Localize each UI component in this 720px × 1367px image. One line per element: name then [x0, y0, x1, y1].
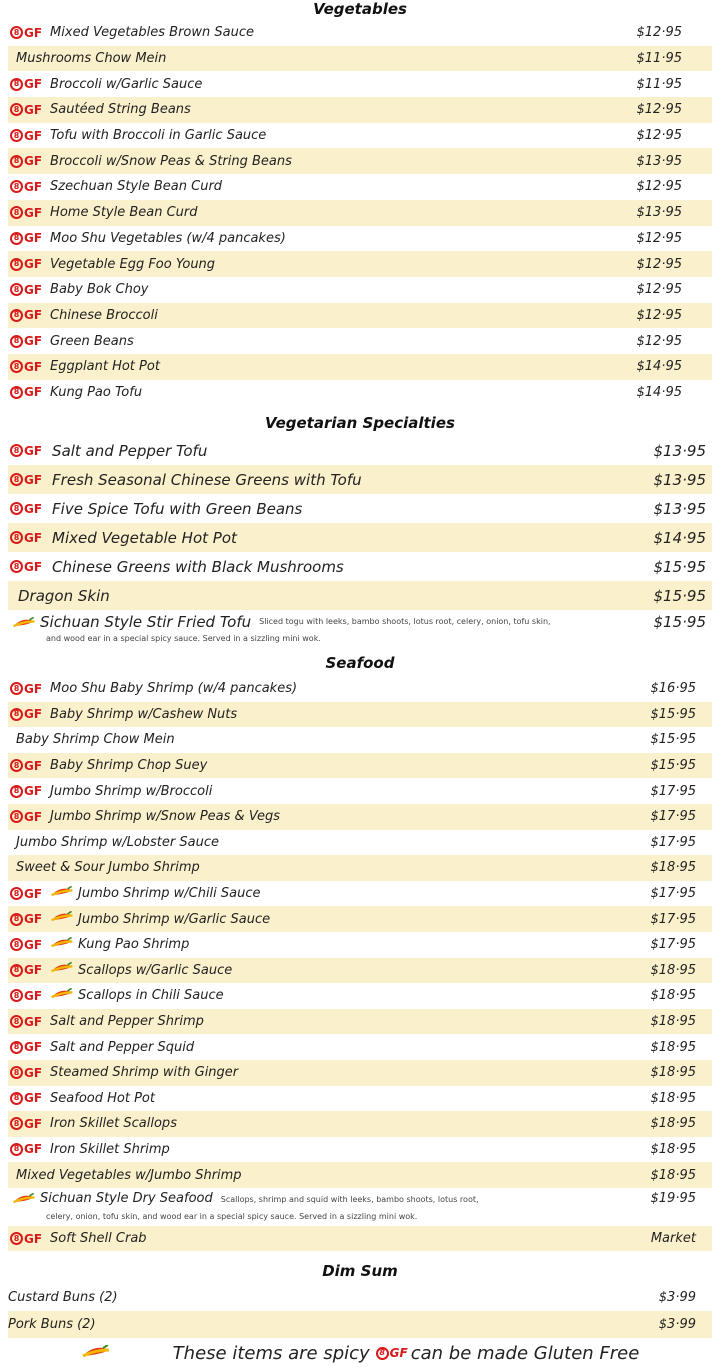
item-price: $17·95	[650, 834, 696, 850]
menu-item-row	[8, 494, 712, 523]
menu-item-row	[8, 1034, 712, 1060]
item-description-line2: and wood ear in a special spicy sauce. Served in a sizzling mini wok.	[46, 634, 321, 643]
pepper-icon	[12, 1193, 36, 1209]
menu-item-row	[8, 200, 712, 226]
item-name: Jumbo Shrimp w/Garlic Sauce	[78, 911, 271, 927]
gf-icon: 8 GF	[10, 887, 42, 901]
item-price: $18·95	[650, 860, 696, 876]
item-price: $13·95	[653, 441, 706, 460]
gf-icon: 8 GF	[10, 1091, 42, 1105]
item-name: Pork Buns (2)	[8, 1317, 96, 1332]
item-price: $13·95	[653, 499, 706, 518]
item-price: $14·95	[636, 384, 682, 400]
item-price: $11·95	[636, 76, 682, 92]
item-name: Baby Bok Choy	[50, 282, 149, 298]
menu-item-row	[8, 523, 712, 552]
gf-icon: 8 GF	[10, 1040, 42, 1054]
menu-item-row	[8, 354, 712, 380]
item-description: Sliced togu with leeks, bambo shoots, lotus root, celery, onion, tofu skin,	[259, 617, 551, 626]
menu-item-row	[8, 881, 712, 907]
item-name: Sichuan Style Stir Fried Tofu	[40, 613, 252, 631]
menu-item-row	[8, 702, 712, 728]
menu-item-row	[8, 1188, 712, 1226]
gf-icon: 8 GF	[10, 473, 42, 487]
section-seafood	[8, 652, 712, 1251]
item-price: $12·95	[636, 333, 682, 349]
legend-gf-text: can be made Gluten Free	[410, 1342, 640, 1364]
item-name: Sichuan Style Dry Seafood	[40, 1190, 213, 1206]
item-price: $15·95	[653, 586, 706, 605]
gf-icon: 8 GF	[10, 129, 42, 143]
gf-icon: 8 GF	[10, 1066, 42, 1080]
item-name: Green Beans	[50, 333, 134, 349]
item-name: Jumbo Shrimp w/Snow Peas & Vegs	[50, 809, 280, 825]
item-name: Szechuan Style Bean Curd	[50, 179, 223, 195]
legend-spicy-text: These items are spicy	[172, 1342, 370, 1364]
item-list	[8, 20, 712, 405]
item-name: Seafood Hot Pot	[50, 1090, 155, 1106]
item-price: Market	[650, 1231, 696, 1247]
item-name: Five Spice Tofu with Green Beans	[52, 499, 303, 518]
menu-item-row	[8, 1162, 712, 1188]
item-name: Mixed Vegetables Brown Sauce	[50, 25, 254, 41]
item-price: $13·95	[653, 470, 706, 489]
item-name: Baby Shrimp w/Cashew Nuts	[50, 706, 238, 722]
item-name: Jumbo Shrimp w/Chili Sauce	[78, 886, 261, 902]
gf-icon: 8 GF	[10, 560, 42, 574]
gf-icon: 8 GF	[10, 1015, 42, 1029]
item-list	[8, 436, 712, 648]
menu-item-row	[8, 676, 712, 702]
item-name: Scallops in Chili Sauce	[78, 988, 224, 1004]
item-price: $12·95	[636, 282, 682, 298]
item-price: $18·95	[650, 1090, 696, 1106]
menu-item-row	[8, 71, 712, 97]
item-price: $18·95	[650, 988, 696, 1004]
item-price: $18·95	[650, 1167, 696, 1183]
item-price: $16·95	[650, 681, 696, 697]
gf-icon: 8 GF	[10, 1232, 42, 1246]
gf-icon: 8 GF	[10, 385, 42, 399]
gf-icon: 8 GF	[10, 938, 42, 952]
section-vegetarian	[8, 412, 712, 648]
item-name: Jumbo Shrimp w/Broccoli	[50, 783, 213, 799]
menu-item-row	[8, 251, 712, 277]
item-price: $3·99	[658, 1317, 696, 1332]
item-price: $12·95	[636, 256, 682, 272]
menu-item-row	[8, 855, 712, 881]
gf-icon: 8 GF	[10, 360, 42, 374]
gf-icon: 8 GF	[10, 502, 42, 516]
gf-icon: 8 GF	[10, 154, 42, 168]
item-name: Scallops w/Garlic Sauce	[78, 962, 233, 978]
item-name: Dragon Skin	[18, 586, 110, 605]
gf-icon: 8 GF	[10, 912, 42, 926]
item-description: Scallops, shrimp and squid with leeks, bambo shoots, lotus root,	[220, 1194, 479, 1204]
pepper-icon	[81, 1343, 111, 1364]
item-price: $12·95	[636, 307, 682, 323]
menu-item-row	[8, 123, 712, 149]
item-price: $15·95	[650, 706, 696, 722]
item-price: $15·95	[650, 758, 696, 774]
pepper-icon	[50, 911, 74, 927]
item-price: $13·95	[636, 153, 682, 169]
item-price: $18·95	[650, 1116, 696, 1132]
section-vegetables	[8, 0, 712, 405]
item-price: $15·95	[653, 557, 706, 576]
item-price: $13·95	[636, 205, 682, 221]
section-title: Vegetarian Specialties	[265, 414, 455, 432]
gf-icon: 8 GF	[10, 963, 42, 977]
item-name: Chinese Broccoli	[50, 307, 158, 323]
item-name: Chinese Greens with Black Mushrooms	[52, 557, 344, 576]
item-name: Iron Skillet Shrimp	[50, 1141, 170, 1157]
gf-icon: 8 GF	[10, 682, 42, 696]
item-price: $18·95	[650, 1014, 696, 1030]
menu-item-row	[8, 20, 712, 46]
menu-item-row	[8, 1226, 712, 1252]
gf-icon: 8 GF	[10, 308, 42, 322]
item-name: Steamed Shrimp with Ginger	[50, 1065, 239, 1081]
item-name: Broccoli w/Garlic Sauce	[50, 76, 203, 92]
item-name: Tofu with Broccoli in Garlic Sauce	[50, 128, 267, 144]
item-price: $18·95	[650, 1065, 696, 1081]
gf-icon: 8 GF	[10, 989, 42, 1003]
item-name: Salt and Pepper Tofu	[52, 441, 208, 460]
item-name: Fresh Seasonal Chinese Greens with Tofu	[52, 470, 362, 489]
pepper-icon	[50, 962, 74, 978]
pepper-icon	[50, 886, 74, 902]
item-name: Kung Pao Tofu	[50, 384, 143, 400]
menu-item-row	[8, 1311, 712, 1338]
item-name: Home Style Bean Curd	[50, 205, 198, 221]
item-price: $3·99	[658, 1290, 696, 1305]
item-price: $18·95	[650, 1141, 696, 1157]
item-name: Custard Buns (2)	[8, 1290, 118, 1305]
item-name: Sweet & Sour Jumbo Shrimp	[16, 860, 200, 876]
menu-item-row	[8, 277, 712, 303]
gf-icon: 8 GF	[10, 103, 42, 117]
gf-icon: 8 GF	[376, 1346, 408, 1360]
menu-item-row	[8, 804, 712, 830]
menu-item-row	[8, 958, 712, 984]
item-name: Mixed Vegetable Hot Pot	[52, 528, 237, 547]
gf-icon: 8 GF	[10, 1142, 42, 1156]
section-dimsum	[8, 1260, 712, 1338]
gf-icon: 8 GF	[10, 759, 42, 773]
gf-icon: 8 GF	[10, 180, 42, 194]
item-name: Baby Shrimp Chow Mein	[16, 732, 175, 748]
gf-icon: 8 GF	[10, 334, 42, 348]
item-price: $17·95	[650, 809, 696, 825]
item-list	[8, 1284, 712, 1338]
item-name: Broccoli w/Snow Peas & String Beans	[50, 153, 292, 169]
pepper-icon	[50, 937, 74, 953]
item-name: Moo Shu Vegetables (w/4 pancakes)	[50, 230, 286, 246]
item-name: Mushrooms Chow Mein	[16, 51, 167, 67]
item-price: $12·95	[636, 179, 682, 195]
gf-icon: 8 GF	[10, 1117, 42, 1131]
item-description-line2: celery, onion, tofu skin, and wood ear in a special spicy sauce. Served in a sizzling mini wok.	[46, 1211, 418, 1221]
menu-item-row	[8, 932, 712, 958]
item-name: Jumbo Shrimp w/Lobster Sauce	[16, 834, 219, 850]
gf-icon: 8 GF	[10, 810, 42, 824]
item-name: Moo Shu Baby Shrimp (w/4 pancakes)	[50, 681, 298, 697]
menu-item-row	[8, 610, 712, 648]
item-price: $12·95	[636, 102, 682, 118]
menu-item-row	[8, 1111, 712, 1137]
section-title: Dim Sum	[322, 1262, 398, 1280]
menu-item-row	[8, 46, 712, 72]
item-price: $12·95	[636, 230, 682, 246]
item-price: $15·95	[650, 732, 696, 748]
item-price: $14·95	[653, 528, 706, 547]
menu-item-row	[8, 465, 712, 494]
item-name: Baby Shrimp Chop Suey	[50, 758, 208, 774]
item-price: $19·95	[650, 1190, 696, 1206]
item-list	[8, 676, 712, 1251]
item-name: Kung Pao Shrimp	[78, 937, 190, 953]
gf-icon: 8 GF	[10, 26, 42, 40]
section-title: Vegetables	[313, 0, 407, 18]
menu-item-row	[8, 380, 712, 406]
item-name: Sautéed String Beans	[50, 102, 191, 118]
menu-item-row	[8, 148, 712, 174]
item-name: Eggplant Hot Pot	[50, 359, 160, 375]
item-name: Mixed Vegetables w/Jumbo Shrimp	[16, 1167, 242, 1183]
menu-item-row	[8, 1086, 712, 1112]
menu-item-row	[8, 1060, 712, 1086]
menu-item-row	[8, 174, 712, 200]
menu-item-row	[8, 328, 712, 354]
menu-item-row	[8, 436, 712, 465]
item-name: Soft Shell Crab	[50, 1231, 147, 1247]
item-price: $18·95	[650, 962, 696, 978]
section-title: Seafood	[325, 654, 395, 672]
gf-icon: 8 GF	[10, 283, 42, 297]
gf-icon: 8 GF	[10, 231, 42, 245]
item-price: $12·95	[636, 25, 682, 41]
menu-item-row	[8, 727, 712, 753]
item-price: $17·95	[650, 886, 696, 902]
item-price: $17·95	[650, 783, 696, 799]
gf-icon: 8 GF	[10, 444, 42, 458]
item-price: $14·95	[636, 359, 682, 375]
item-price: $18·95	[650, 1039, 696, 1055]
item-price: $17·95	[650, 911, 696, 927]
item-name: Salt and Pepper Shrimp	[50, 1014, 204, 1030]
menu-item-row	[8, 97, 712, 123]
pepper-icon	[12, 615, 36, 633]
legend	[0, 1340, 720, 1366]
gf-icon: 8 GF	[10, 77, 42, 91]
menu-item-row	[8, 830, 712, 856]
item-name: Vegetable Egg Foo Young	[50, 256, 216, 272]
menu-item-row	[8, 303, 712, 329]
gf-icon: 8 GF	[10, 206, 42, 220]
menu-item-row	[8, 983, 712, 1009]
menu-item-row	[8, 226, 712, 252]
menu-item-row	[8, 581, 712, 610]
item-price: $17·95	[650, 937, 696, 953]
gf-icon: 8 GF	[10, 257, 42, 271]
item-price: $11·95	[636, 51, 682, 67]
menu-item-row	[8, 906, 712, 932]
item-name: Salt and Pepper Squid	[50, 1039, 195, 1055]
menu-item-row	[8, 1009, 712, 1035]
gf-icon: 8 GF	[10, 707, 42, 721]
pepper-icon	[50, 988, 74, 1004]
item-price: $12·95	[636, 128, 682, 144]
gf-icon: 8 GF	[10, 784, 42, 798]
menu-item-row	[8, 778, 712, 804]
menu-item-row	[8, 1137, 712, 1163]
menu-item-row	[8, 753, 712, 779]
item-price: $15·95	[653, 613, 706, 631]
item-name: Iron Skillet Scallops	[50, 1116, 177, 1132]
menu-item-row	[8, 552, 712, 581]
menu-item-row	[8, 1284, 712, 1311]
gf-icon: 8 GF	[10, 531, 42, 545]
